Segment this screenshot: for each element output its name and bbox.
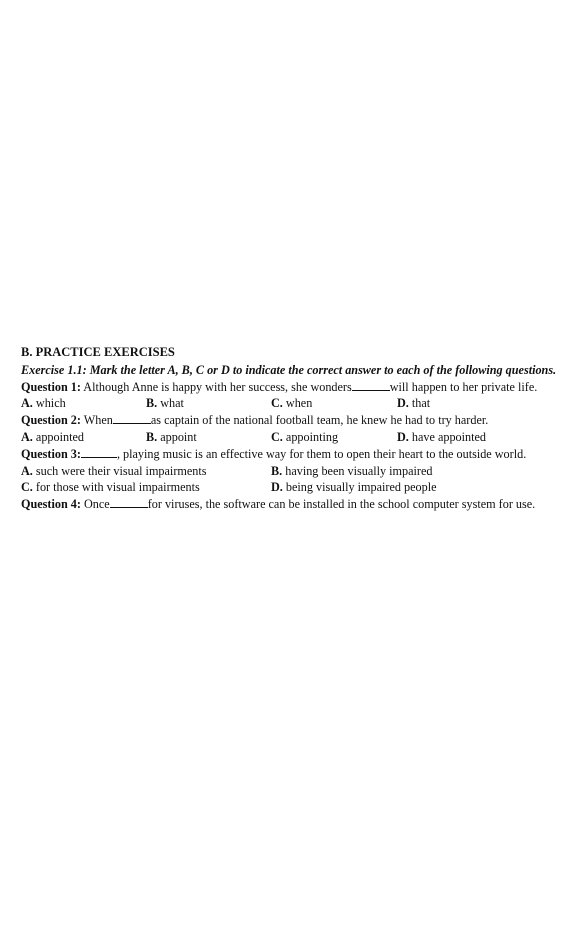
question-1-option-d [397, 395, 430, 412]
question-3-label: Question 3: [21, 446, 81, 461]
exercise-instruction [21, 362, 561, 379]
option-letter: C. [21, 480, 33, 495]
question-4-stem-before: Once [80, 497, 110, 512]
question-3-blank [81, 446, 117, 458]
section-title: B. PRACTICE EXERCISES [21, 345, 175, 359]
question-2-blank [113, 412, 151, 424]
question-2-option-c [271, 429, 397, 446]
option-text: having been visually impaired [282, 463, 433, 478]
question-3-options-row-2 [21, 479, 561, 496]
question-2-option-d [397, 429, 486, 446]
question-3-options-row-1 [21, 463, 561, 480]
option-letter: A. [21, 429, 33, 444]
option-text: for those with visual impairments [32, 480, 200, 495]
question-1-option-b [146, 395, 271, 412]
option-text: such were their visual impairments [32, 463, 207, 478]
question-3-option-c [21, 479, 271, 496]
option-letter: D. [397, 396, 409, 411]
question-3-option-b [271, 463, 432, 480]
question-4-label: Question 4: [21, 497, 81, 512]
question-2-stem-before: When [80, 413, 113, 428]
question-2-option-b [146, 429, 271, 446]
option-letter: B. [146, 429, 158, 444]
question-3-option-d [271, 479, 437, 496]
question-4-blank [110, 496, 148, 508]
question-3-option-a [21, 463, 271, 480]
question-1-blank [352, 379, 390, 391]
question-2 [21, 412, 561, 429]
option-letter: B. [271, 463, 283, 478]
question-1 [21, 379, 561, 396]
option-letter: C. [271, 396, 283, 411]
option-text: when [282, 396, 313, 411]
option-text: appointed [32, 429, 84, 444]
option-text: have appointed [408, 429, 487, 444]
question-1-option-a [21, 395, 146, 412]
question-1-options [21, 395, 561, 412]
question-1-stem-after: will happen to her private life. [389, 379, 538, 394]
question-3-stem-after: , playing music is an effective way for them to open their heart to the outside world. [116, 446, 527, 461]
question-4 [21, 496, 561, 513]
option-text: that [408, 396, 431, 411]
exercise-label: Exercise 1.1 [21, 362, 83, 377]
option-text: appointing [282, 429, 339, 444]
option-text: what [157, 396, 184, 411]
option-letter: B. [146, 396, 158, 411]
question-3 [21, 446, 561, 463]
question-1-option-c [271, 395, 397, 412]
question-2-stem-after: as captain of the national football team, he knew he had to try harder. [150, 413, 489, 428]
exercise-instruction-text: : Mark the letter A, B, C or D to indicate the correct answer to each of the following questions. [82, 362, 557, 377]
option-text: appoint [157, 429, 197, 444]
option-letter: D. [271, 480, 283, 495]
option-text: which [32, 396, 66, 411]
option-letter: A. [21, 463, 33, 478]
question-4-stem-after: for viruses, the software can be installed in the school computer system for use. [147, 497, 536, 512]
question-2-option-a [21, 429, 146, 446]
document-body [21, 344, 561, 513]
question-2-options [21, 429, 561, 446]
option-letter: A. [21, 396, 33, 411]
option-letter: D. [397, 429, 409, 444]
question-1-label: Question 1: [21, 379, 81, 394]
question-2-label: Question 2: [21, 413, 81, 428]
question-1-stem-before: Although Anne is happy with her success, she wonders [80, 379, 352, 394]
option-text: being visually impaired people [282, 480, 437, 495]
option-letter: C. [271, 429, 283, 444]
